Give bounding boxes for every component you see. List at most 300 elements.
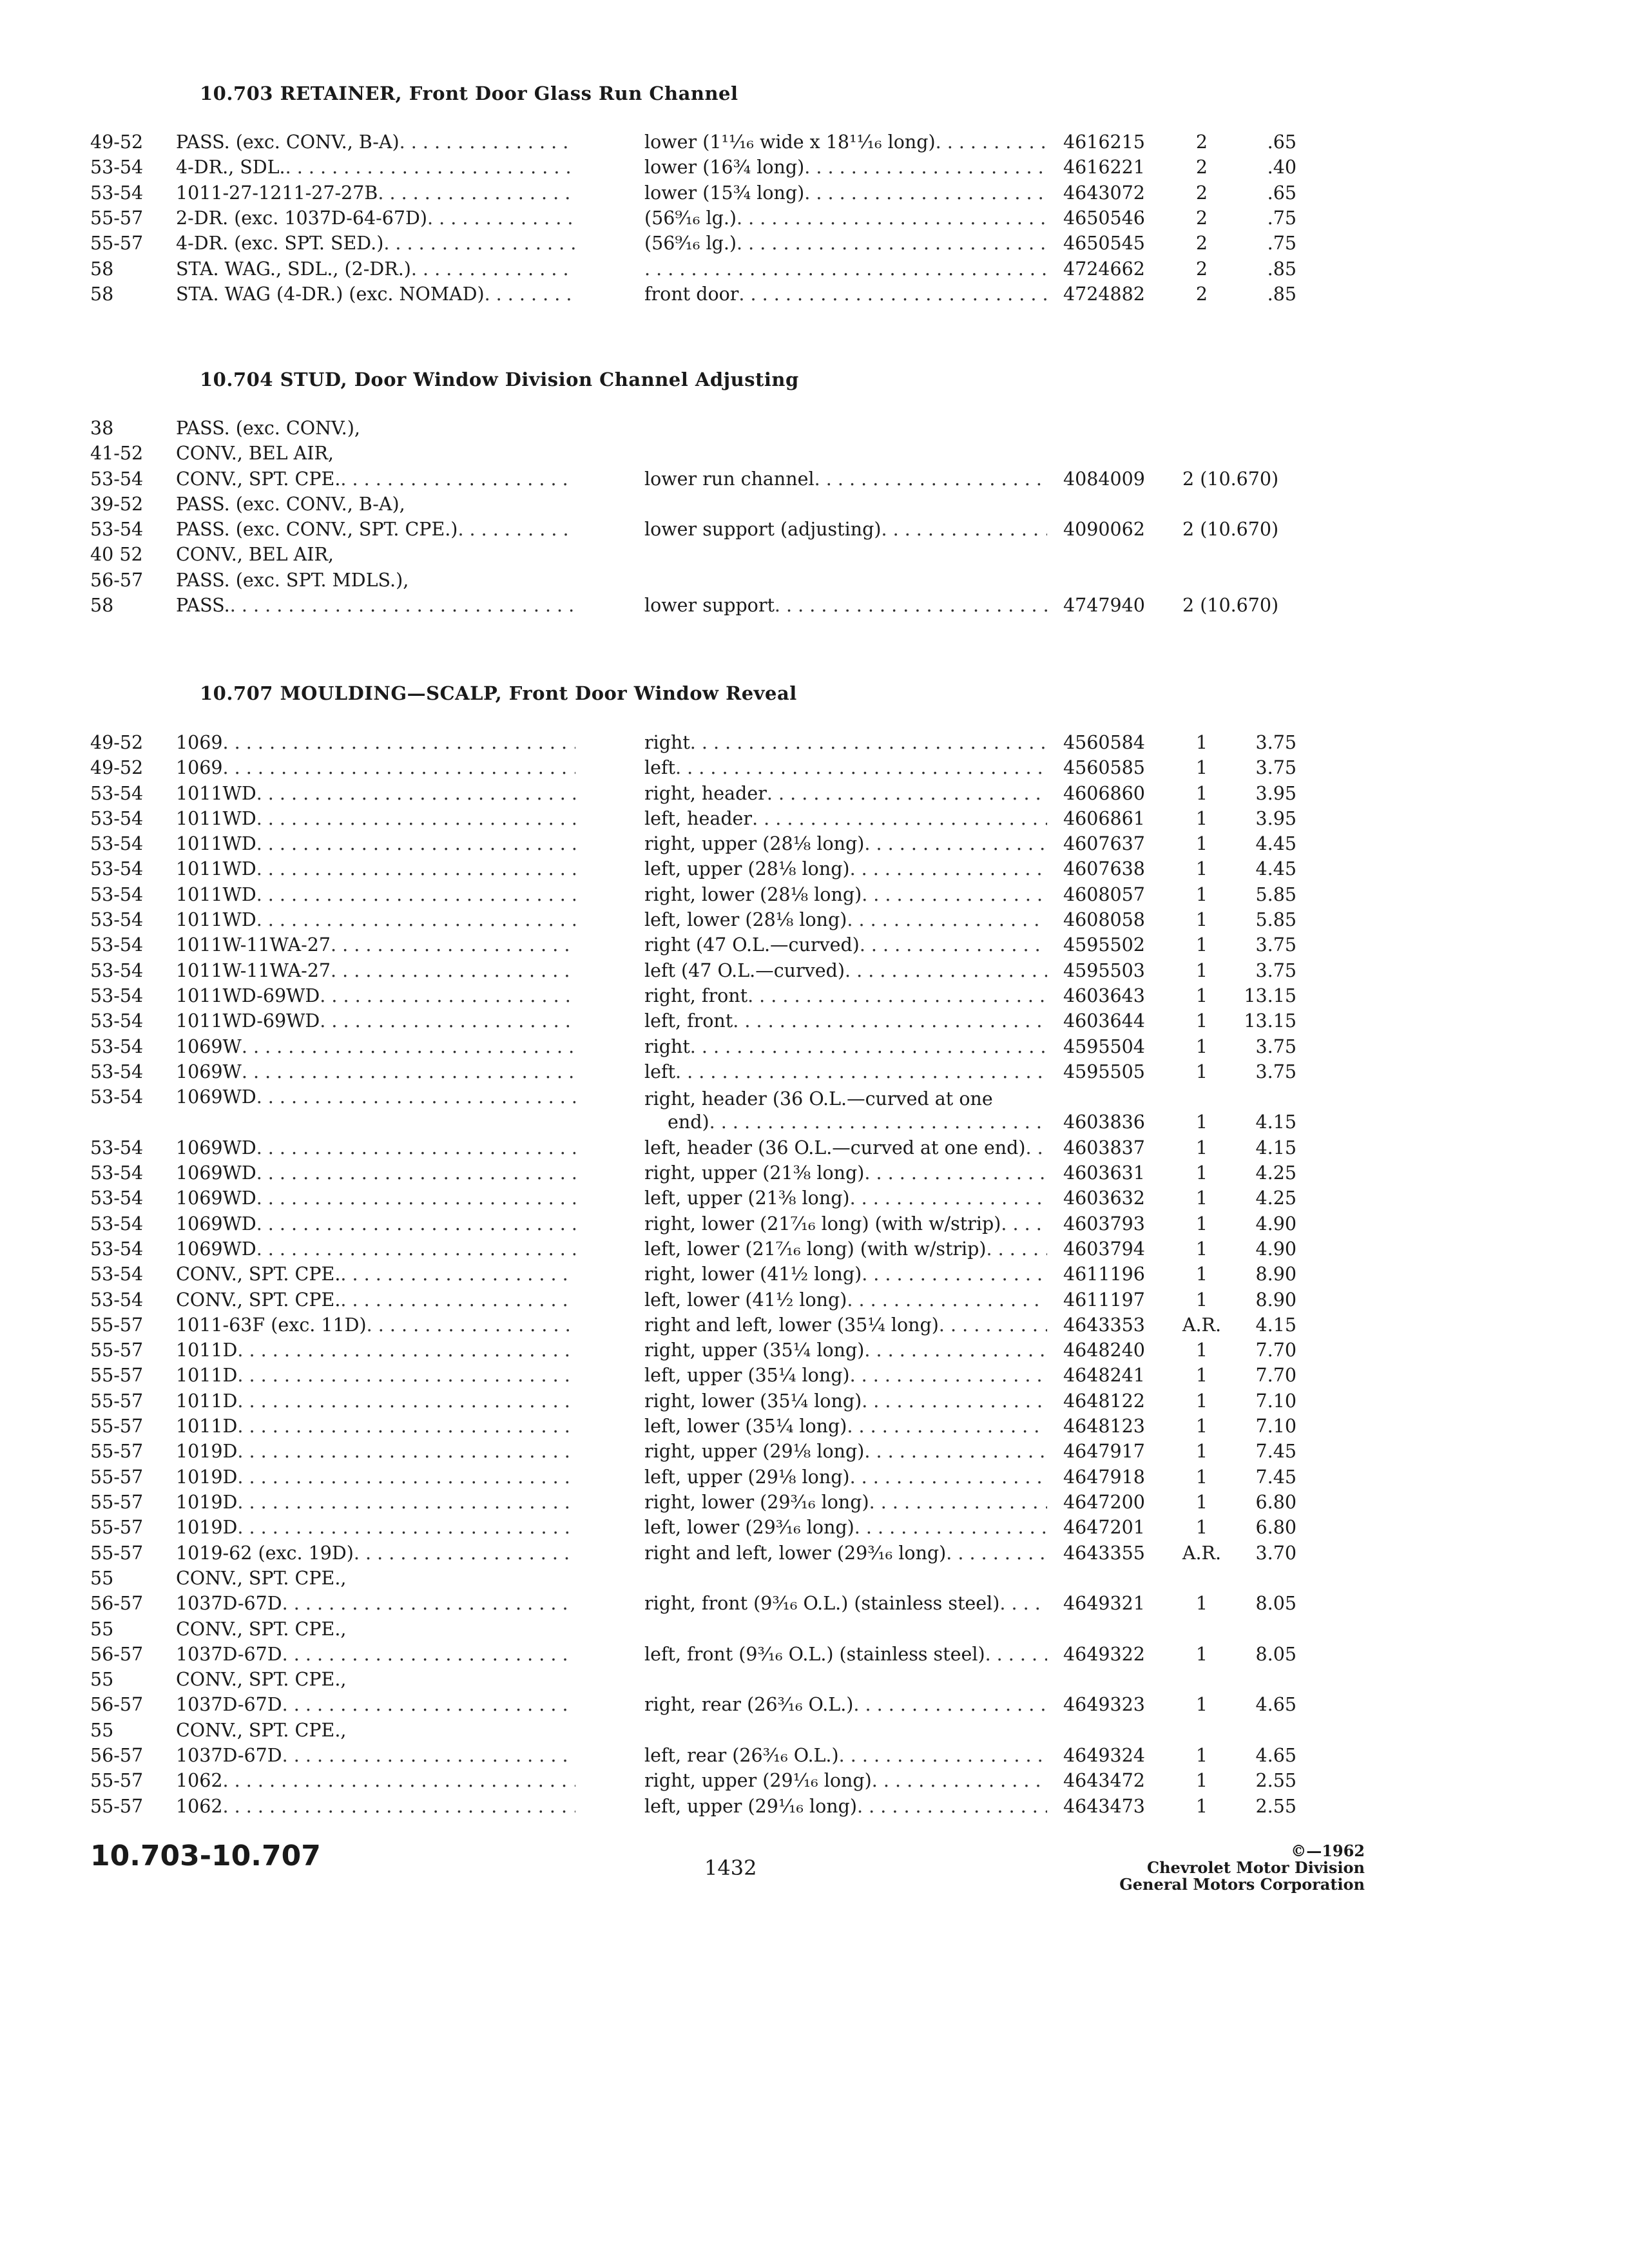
leader-dots (857, 1796, 1047, 1817)
table-row (0, 1289, 1629, 1314)
leader-dots (256, 858, 575, 879)
leader-dots (378, 182, 575, 204)
model-text: 1037D-67D (176, 1593, 282, 1614)
description (644, 1745, 1047, 1766)
model-text: 1011D (176, 1416, 238, 1437)
table-row (0, 808, 1629, 833)
price: 6.80 (1255, 1517, 1296, 1538)
year-range: 55-57 (90, 1416, 144, 1437)
leader-dots (282, 1593, 575, 1614)
model-name: CONV., SPT. CPE., (176, 1619, 347, 1640)
year-range: 55-57 (90, 1340, 144, 1361)
quantity: 1 (1195, 1416, 1208, 1437)
leader-dots (458, 519, 575, 540)
model-name (176, 1213, 575, 1235)
description (644, 1314, 1047, 1336)
quantity: 1 (1195, 1264, 1208, 1285)
quantity: 1 (1195, 1390, 1208, 1412)
model-text: PASS. (176, 595, 230, 616)
model-text: 1037D-67D (176, 1745, 282, 1766)
table-row (0, 182, 1629, 207)
table-row (0, 418, 1629, 443)
price: 3.75 (1255, 732, 1296, 753)
description (644, 468, 1047, 490)
table-row (0, 1340, 1629, 1365)
leader-dots (804, 157, 1047, 178)
description-text: right (644, 732, 690, 753)
description-text: lower support (adjusting) (644, 519, 882, 540)
description (644, 1264, 1047, 1285)
model-name (176, 258, 575, 280)
description (644, 595, 1047, 616)
table-row (0, 1720, 1629, 1745)
year-range: 53-54 (90, 1264, 144, 1285)
part-number: 4648240 (1063, 1340, 1145, 1361)
part-number: 4603643 (1063, 985, 1145, 1006)
year-range: 55-57 (90, 1796, 144, 1817)
description (644, 233, 1047, 254)
price: 7.70 (1255, 1365, 1296, 1386)
table-row (0, 157, 1629, 182)
model-name (176, 595, 575, 616)
model-text: 1069W (176, 1061, 242, 1082)
description-text: left (644, 757, 675, 778)
part-number: 4603836 (1063, 1111, 1145, 1133)
model-name: PASS. (exc. CONV., B-A), (176, 494, 405, 515)
part-number: 4090062 (1063, 519, 1145, 540)
leader-dots (850, 1466, 1047, 1488)
leader-dots (804, 182, 1047, 204)
leader-dots (237, 1466, 575, 1488)
model-name (176, 833, 575, 854)
year-range: 56-57 (90, 1694, 144, 1715)
quantity: 1 (1195, 1365, 1208, 1386)
table-row (0, 1593, 1629, 1618)
description (644, 1289, 1047, 1311)
model-name (176, 934, 575, 956)
model-text: CONV., SPT. CPE. (176, 1264, 341, 1285)
leader-dots (690, 732, 1047, 753)
model-name (176, 157, 575, 178)
leader-dots (862, 1390, 1047, 1412)
leader-dots (985, 1644, 1047, 1665)
table-row (0, 732, 1629, 757)
model-name (176, 909, 575, 930)
model-name: PASS. (exc. SPT. MDLS.), (176, 570, 409, 591)
description-text: left, upper (29¹⁄₁₆ long) (644, 1796, 857, 1817)
leader-dots (256, 1187, 575, 1209)
part-number: 4603632 (1063, 1187, 1145, 1209)
price: .75 (1267, 233, 1296, 254)
table-row (0, 1619, 1629, 1644)
description-text: end) (668, 1111, 709, 1133)
model-name (176, 1694, 575, 1715)
quantity: 1 (1195, 1340, 1208, 1361)
price: 4.90 (1255, 1238, 1296, 1260)
leader-dots (1026, 1137, 1047, 1158)
price: 7.45 (1255, 1441, 1296, 1462)
price: .40 (1267, 157, 1296, 178)
model-name (176, 131, 575, 153)
quantity: 1 (1195, 909, 1208, 930)
year-range: 53-54 (90, 1010, 144, 1032)
price: 8.90 (1255, 1289, 1296, 1311)
leader-dots (864, 1441, 1047, 1462)
price: 7.45 (1255, 1466, 1296, 1488)
part-number: 4560584 (1063, 732, 1145, 753)
description (644, 1187, 1047, 1209)
model-text: 1011WD (176, 833, 256, 854)
division-name: Chevrolet Motor Division (1147, 1858, 1365, 1877)
leader-dots (237, 1390, 575, 1412)
leader-dots (850, 1187, 1047, 1209)
year-range: 56-57 (90, 1745, 144, 1766)
year-range: 55 (90, 1619, 114, 1640)
price: 8.05 (1255, 1644, 1296, 1665)
part-number: 4647917 (1063, 1441, 1145, 1462)
leader-dots (864, 833, 1047, 854)
model-text: 1011WD (176, 858, 256, 879)
part-number: 4724662 (1063, 258, 1145, 280)
leader-dots (767, 783, 1047, 804)
table-row (0, 960, 1629, 985)
year-range: 55-57 (90, 1441, 144, 1462)
year-range: 53-54 (90, 157, 144, 178)
part-number: 4603631 (1063, 1162, 1145, 1184)
leader-dots (331, 960, 575, 981)
model-name (176, 1770, 575, 1791)
leader-dots (354, 1542, 575, 1564)
quantity: 1 (1195, 833, 1208, 854)
quantity: 1 (1195, 783, 1208, 804)
model-name (176, 1340, 575, 1361)
price: 4.15 (1255, 1137, 1296, 1158)
model-name (176, 519, 575, 540)
model-text: 1011-63F (exc. 11D) (176, 1314, 367, 1336)
model-text: CONV., SPT. CPE. (176, 468, 341, 490)
leader-dots (320, 1010, 575, 1032)
table-row (0, 1238, 1629, 1264)
description (644, 1466, 1047, 1488)
table-row (0, 1390, 1629, 1416)
description (644, 884, 1047, 905)
description-text: left, upper (28⅛ long) (644, 858, 850, 879)
year-range: 53-54 (90, 833, 144, 854)
table-row (0, 1745, 1629, 1770)
price: 7.70 (1255, 1340, 1296, 1361)
leader-dots (738, 284, 1047, 305)
part-number: 4647200 (1063, 1492, 1145, 1513)
description-text: left, lower (41½ long) (644, 1289, 847, 1311)
model-text: 1011WD (176, 884, 256, 905)
leader-dots (690, 1036, 1047, 1057)
price: 2.55 (1255, 1770, 1296, 1791)
part-number: 4606860 (1063, 783, 1145, 804)
description (644, 1441, 1047, 1462)
description (644, 1593, 1047, 1614)
model-name (176, 732, 575, 753)
table-row (0, 443, 1629, 468)
description (644, 1694, 1047, 1715)
leader-dots (282, 1745, 575, 1766)
price: 4.25 (1255, 1187, 1296, 1209)
description (644, 783, 1047, 804)
year-range: 55-57 (90, 1365, 144, 1386)
part-number: 4595503 (1063, 960, 1145, 981)
leader-dots (775, 595, 1047, 616)
price: 3.75 (1255, 1061, 1296, 1082)
year-range: 56-57 (90, 1593, 144, 1614)
price: 3.95 (1255, 808, 1296, 829)
table-row (0, 985, 1629, 1010)
quantity: 1 (1195, 1061, 1208, 1082)
leader-dots (237, 1517, 575, 1538)
description-text: lower support (644, 595, 775, 616)
quantity: 1 (1195, 1492, 1208, 1513)
description-text: left, upper (35¼ long) (644, 1365, 850, 1386)
model-name (176, 808, 575, 829)
quantity-reference: 2 (10.670) (1182, 519, 1279, 540)
part-number: 4649324 (1063, 1745, 1145, 1766)
description-text: left, lower (29³⁄₁₆ long) (644, 1517, 854, 1538)
part-number: 4747940 (1063, 595, 1145, 616)
model-text: 1011W-11WA-27 (176, 960, 331, 981)
leader-dots (256, 1238, 575, 1260)
year-range: 55-57 (90, 233, 144, 254)
description (644, 1542, 1047, 1564)
year-range: 55 (90, 1720, 114, 1741)
leader-dots (256, 1213, 575, 1235)
part-number: 4606861 (1063, 808, 1145, 829)
model-text: 1011D (176, 1390, 238, 1412)
description-line-1: right, header (36 O.L.—curved at one (644, 1088, 993, 1110)
model-name (176, 1187, 575, 1209)
model-name: CONV., BEL AIR, (176, 544, 334, 565)
model-text: 1011WD (176, 909, 256, 930)
year-range: 56-57 (90, 1644, 144, 1665)
description (644, 258, 1047, 280)
description (644, 284, 1047, 305)
table-row (0, 233, 1629, 258)
description-text: right, upper (35¼ long) (644, 1340, 865, 1361)
quantity: A.R. (1182, 1542, 1222, 1564)
model-text: 4-DR., SDL. (176, 157, 285, 178)
price: 13.15 (1244, 1010, 1296, 1032)
leader-dots (256, 833, 575, 854)
year-range: 55-57 (90, 207, 144, 229)
model-name (176, 960, 575, 981)
leader-dots (987, 1238, 1047, 1260)
part-number: 4595505 (1063, 1061, 1145, 1082)
year-range: 41-52 (90, 443, 144, 464)
table-row (0, 1416, 1629, 1441)
model-text: 1019D (176, 1466, 238, 1488)
price: 3.95 (1255, 783, 1296, 804)
model-name (176, 207, 575, 229)
year-range: 38 (90, 418, 114, 439)
quantity: 1 (1195, 808, 1208, 829)
leader-dots (485, 284, 575, 305)
description-text: left, lower (35¼ long) (644, 1416, 847, 1437)
model-name (176, 233, 575, 254)
part-number: 4603837 (1063, 1137, 1145, 1158)
model-text: 1069WD (176, 1162, 256, 1184)
year-range: 53-54 (90, 1289, 144, 1311)
model-name (176, 1796, 575, 1817)
model-text: 1037D-67D (176, 1644, 282, 1665)
model-text: CONV., SPT. CPE. (176, 1289, 341, 1311)
quantity: 1 (1195, 1593, 1208, 1614)
price: 4.45 (1255, 858, 1296, 879)
description-text: right, lower (29³⁄₁₆ long) (644, 1492, 869, 1513)
description (644, 131, 1047, 153)
quantity: 1 (1195, 934, 1208, 956)
quantity: 1 (1195, 1010, 1208, 1032)
year-range: 49-52 (90, 131, 144, 153)
quantity: 2 (1195, 131, 1208, 153)
description-text: right, front (9³⁄₁₆ O.L.) (stainless steel) (644, 1593, 1000, 1614)
model-text: 1069WD (176, 1187, 256, 1209)
year-range: 56-57 (90, 570, 144, 591)
description (644, 1061, 1047, 1082)
model-text: 1011D (176, 1365, 238, 1386)
price: 6.80 (1255, 1492, 1296, 1513)
model-name (176, 1390, 575, 1412)
model-text: 1019D (176, 1441, 238, 1462)
table-row (0, 884, 1629, 909)
price: 3.75 (1255, 960, 1296, 981)
leader-dots (237, 1340, 575, 1361)
leader-dots (285, 157, 575, 178)
description-text: right and left, lower (35¼ long) (644, 1314, 939, 1336)
quantity: 1 (1195, 1036, 1208, 1057)
table-row (0, 1644, 1629, 1669)
quantity: 1 (1195, 1137, 1208, 1158)
model-name (176, 1365, 575, 1386)
table-row (0, 570, 1629, 595)
leader-dots (340, 468, 575, 490)
model-text: 1062 (176, 1770, 223, 1791)
description (644, 858, 1047, 879)
price: 4.45 (1255, 833, 1296, 854)
description (644, 1390, 1047, 1412)
model-text: 1062 (176, 1796, 223, 1817)
model-name (176, 468, 575, 490)
model-text: 1011D (176, 1340, 238, 1361)
part-number: 4084009 (1063, 468, 1145, 490)
table-row (0, 1162, 1629, 1187)
price: 7.10 (1255, 1390, 1296, 1412)
description (644, 960, 1047, 981)
description-text: (56⁹⁄₁₆ lg.) (644, 233, 737, 254)
description (644, 1492, 1047, 1513)
description (644, 909, 1047, 930)
year-range: 55-57 (90, 1542, 144, 1564)
model-name (176, 1492, 575, 1513)
table-row (0, 1365, 1629, 1390)
quantity: 1 (1195, 1644, 1208, 1665)
year-range: 53-54 (90, 1036, 144, 1057)
table-row (0, 284, 1629, 309)
leader-dots (340, 1289, 575, 1311)
model-name (176, 1289, 575, 1311)
year-range: 53-54 (90, 1086, 144, 1108)
description (644, 1036, 1047, 1057)
model-name (176, 783, 575, 804)
quantity: 2 (1195, 284, 1208, 305)
part-number: 4648123 (1063, 1416, 1145, 1437)
table-row (0, 783, 1629, 808)
description (644, 1086, 1047, 1133)
model-text: 1011WD (176, 808, 256, 829)
leader-dots (737, 233, 1047, 254)
part-number: 4611197 (1063, 1289, 1145, 1311)
part-number: 4607637 (1063, 833, 1145, 854)
leader-dots (946, 1542, 1047, 1564)
table-row (0, 1036, 1629, 1061)
part-number: 4560585 (1063, 757, 1145, 778)
price: 5.85 (1255, 909, 1296, 930)
description-text: (56⁹⁄₁₆ lg.) (644, 207, 737, 229)
page-number: 1432 (704, 1856, 757, 1880)
leader-dots (340, 1264, 575, 1285)
year-range: 55-57 (90, 1517, 144, 1538)
description (644, 207, 1047, 229)
year-range: 53-54 (90, 909, 144, 930)
quantity: 1 (1195, 884, 1208, 905)
quantity: 1 (1195, 1238, 1208, 1260)
description-text: front door (644, 284, 739, 305)
table-row (0, 1694, 1629, 1719)
table-row (0, 1010, 1629, 1035)
leader-dots (815, 468, 1047, 490)
model-name (176, 985, 575, 1006)
price: .75 (1267, 207, 1296, 229)
leader-dots (256, 909, 575, 930)
year-range: 53-54 (90, 468, 144, 490)
model-text: 1069 (176, 732, 223, 753)
leader-dots (256, 1086, 575, 1108)
description-text: lower (1¹¹⁄₁₆ wide x 18¹¹⁄₁₆ long) (644, 131, 936, 153)
table-row (0, 1796, 1629, 1821)
model-name (176, 1517, 575, 1538)
year-range: 53-54 (90, 1162, 144, 1184)
price: .85 (1267, 258, 1296, 280)
model-text: 1011-27-1211-27-27B (176, 182, 378, 204)
model-text: 1069 (176, 757, 223, 778)
model-name (176, 1238, 575, 1260)
leader-dots (872, 1770, 1047, 1791)
leader-dots (223, 732, 575, 753)
leader-dots (400, 131, 575, 153)
quantity: 1 (1195, 1770, 1208, 1791)
quantity-reference: 2 (10.670) (1182, 468, 1279, 490)
quantity: 1 (1195, 1466, 1208, 1488)
quantity: 2 (1195, 258, 1208, 280)
model-name (176, 284, 575, 305)
leader-dots (847, 909, 1047, 930)
quantity: 1 (1195, 1517, 1208, 1538)
model-name (176, 1086, 575, 1108)
table-row (0, 468, 1629, 494)
description (644, 732, 1047, 753)
leader-dots (747, 985, 1047, 1006)
description-text: left, lower (28⅛ long) (644, 909, 847, 930)
year-range: 55-57 (90, 1492, 144, 1513)
description (644, 1365, 1047, 1386)
part-number: 4649322 (1063, 1644, 1145, 1665)
part-number: 4650545 (1063, 233, 1145, 254)
